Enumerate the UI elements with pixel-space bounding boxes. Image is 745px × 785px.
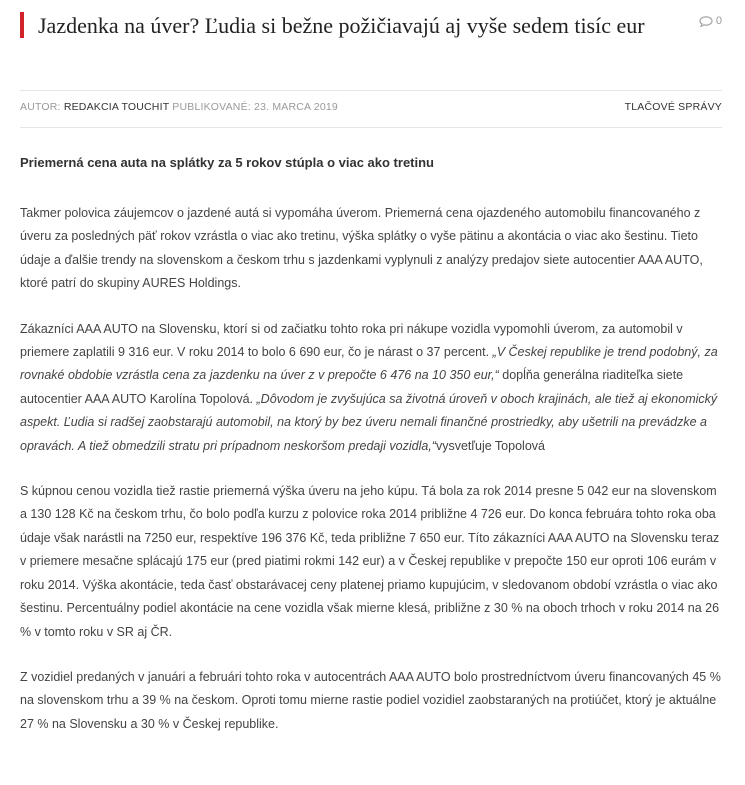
author-link[interactable]: REDAKCIA TOUCHIT bbox=[63, 101, 170, 113]
category-link[interactable]: TLAČOVÉ SPRÁVY bbox=[624, 101, 722, 113]
published-date: 23. MARCA 2019 bbox=[254, 101, 338, 113]
article-title: Jazdenka na úver? Ľudia si bežne požičiavajú aj vyše sedem tisíc eur bbox=[38, 13, 645, 38]
quote: „Dôvodom je zvyšujúca sa životná úroveň v oboch krajinách, ale tiež aj ekonomický aspekt. Ľudia si radšej zaobstarajú automobil, na ktorý by bez úveru nemali finančné prostriedky, aby ušetrili na prevádzke a opravách. A tiež obmedzili stratu pri prípadnom neskoršom predaji vozidla,“ bbox=[20, 391, 718, 453]
article-subtitle: Priemerná cena auta na splátky za 5 rokov stúpla o viac ako tretinu bbox=[20, 155, 434, 170]
paragraph: Z vozidiel predaných v januári a februári tohto roka v autocentrách AAA AUTO bolo prostredníctvom úveru financovaných 45 % na slovenskom trhu a 39 % na českom. Oproti tomu mierne rastie podiel vozidiel zaobstaraných na protiúčet, ktorý je aktuálne 27 % na Slovensku a 30 % v Českej republike. bbox=[20, 669, 721, 731]
article-header bbox=[20, 10, 690, 41]
divider bbox=[20, 90, 722, 91]
article-body bbox=[20, 151, 726, 736]
paragraph-text: Zákazníci AAA AUTO na Slovensku, ktorí si od začiatku tohto roka pri nákupe vozidla vypomohli úverom, za automobil v priemere zaplatili 9 316 eur. V roku 2014 to bolo 6 690 eur, čo je nárast o 37 percent. bbox=[20, 321, 683, 360]
comment-bubble-icon bbox=[699, 16, 713, 27]
published-label: PUBLIKOVANÉ: bbox=[172, 101, 251, 113]
paragraph: S kúpnou cenou vozidla tiež rastie priemerná výška úveru na jeho kúpu. Tá bola za rok 2014 presne 5 042 eur na slovenskom a 130 128 Kč na českom trhu, čo bolo podľa kurzu z polovice roka 2014 približne 4 726 eur. Do konca februára tohto roka oba údaje však narástli na 7250 eur, respektíve 196 376 Kč, teda približne 7 650 eur. Títo zákazníci AAA AUTO na Slovensku teraz v priemere mesačne splácajú 175 eur (pred piatimi rokmi 142 eur) a v Českej republike v prepočte 150 eur oproti 106 eurám v roku 2014. Výška akontácie, teda časť obstarávacej ceny platenej priamo kupujúcim, v sledovanom období vzrástla o viac ako šestinu. Percentuálny podiel akontácie na cene vozidla však mierne klesá, približne z 30 % na oboch trhoch v roku 2014 na 26 % v tomto roku v SR aj ČR. bbox=[20, 484, 720, 639]
comment-count: 0 bbox=[715, 15, 722, 27]
paragraph-text: dopĺňa generálna riaditeľka siete autocentier AAA AUTO Karolína Topolová. bbox=[20, 368, 684, 406]
author-label: AUTOR: bbox=[20, 101, 61, 113]
article-meta bbox=[20, 101, 722, 113]
paragraph-text: vysvetľuje Topolová bbox=[435, 438, 545, 453]
comments-link[interactable] bbox=[699, 15, 722, 27]
divider bbox=[20, 127, 722, 128]
quote: „V Českej republike je trend podobný, za rovnaké obdobie vzrástla cena za jazdenku na úver z v prepočte 6 476 na 10 350 eur,“ bbox=[20, 345, 718, 383]
title-accent-bar bbox=[20, 12, 24, 38]
paragraph bbox=[20, 318, 726, 458]
paragraph: Takmer polovica záujemcov o jazdené autá si vypomáha úverom. Priemerná cena ojazdeného automobilu financovaného z úveru za posledných päť rokov vzrástla o viac ako tretinu, výška splátky o vyše pätinu a akontácia o viac ako šestinu. Tieto údaje a ďalšie trendy na slovenskom a českom trhu s jazdenkami vyplynuli z analýzy predajov siete autocentier AAA AUTO, ktoré patrí do skupiny AURES Holdings. bbox=[20, 206, 703, 291]
